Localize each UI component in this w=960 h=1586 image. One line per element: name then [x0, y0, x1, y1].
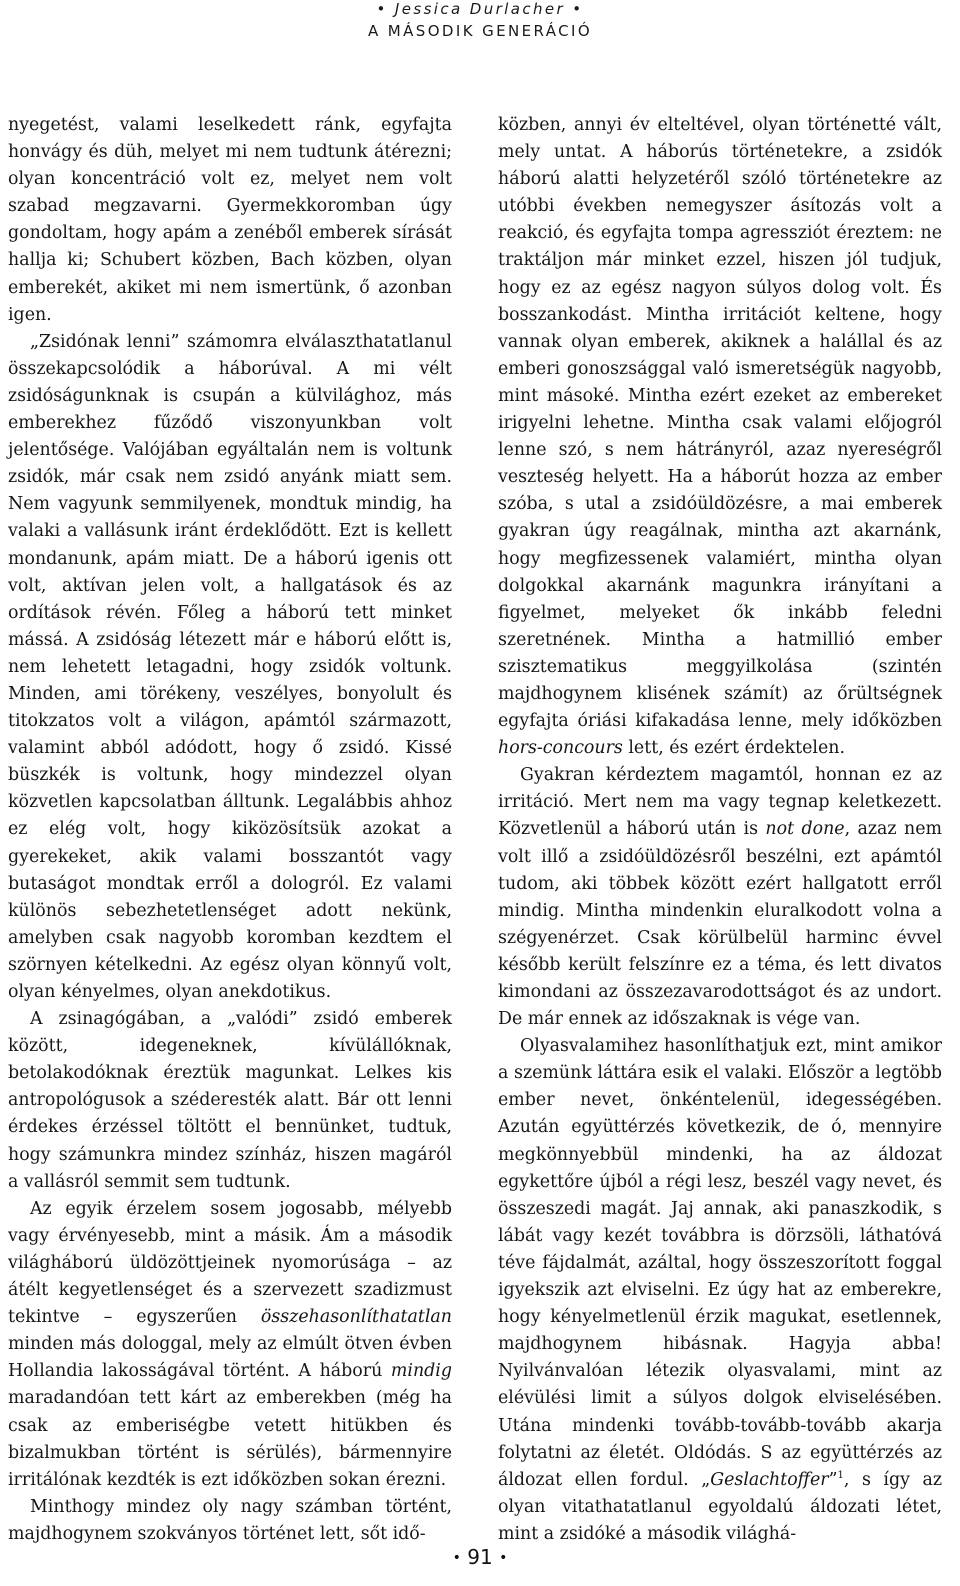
right-column	[498, 112, 942, 1548]
text-run: lett, és ezért érdektelen.	[622, 738, 846, 759]
bullet-icon: •	[499, 1550, 508, 1566]
text-run: Gyakran kérdeztem magamtól, honnan ez az irritáció. Mert nem ma vagy tegnap keletkezett. Közvetlenül a háború után is	[498, 765, 942, 840]
emphasis-text: összehasonlíthatatlan	[260, 1307, 452, 1328]
paragraph	[498, 112, 942, 762]
emphasis-text: hors-concours	[498, 738, 623, 759]
paragraph: nyegetést, valami leselkedett ránk, egyfajta honvágy és düh, melyet mi nem tudtunk átérezni; olyan koncentráció volt ez, melyet nem volt szabad megzavarni. Gyermekkoromban úgy gondoltam, hogy apám a zenéből emberek sírását hallja ki; Schubert közben, Bach közben, olyan emberekét, akiket mi nem ismertünk, ő azonban igen.	[8, 115, 452, 325]
bullet-icon: •	[452, 1550, 461, 1566]
text-run: minden más dologgal, mely az elmúlt ötven évben Hollandia lakosságával történt. A háború	[8, 1334, 452, 1382]
page-number: 91	[467, 1545, 493, 1569]
text-run: , azaz nem volt illő a zsidóüldözésről beszélni, ezt apámtól tudom, aki többek között ezért hallgatott erről mindig. Mintha mindenkin eluralkodott volna a szégyenérzet. Csak körülbelül harminc évvel később került felszínre ez a téma, és lett divatos kimondani az összezavarodottságot és az undort. De már ennek az időszaknak is vége van.	[498, 819, 942, 1030]
text-run: maradandóan tett kárt az emberekben (még ha csak az emberiségbe vetett hitükben és bizalmukban történt is sérülés), bármennyire irritálónak kezdték is ezt időközben sokan érezni.	[8, 1388, 452, 1490]
text-run: ”	[828, 1469, 838, 1490]
paragraph	[498, 1033, 942, 1548]
left-column	[8, 112, 452, 1548]
text-run: Az egyik érzelem sosem jogosabb, mélyebb vagy érvényesebb, mint a másik. Ám a második világháború üldözöttjeinek nyomorúsága – az átélt kegyetlenséget és a szervezett szadizmust tekintve – egyszerűen	[8, 1198, 452, 1328]
paragraph	[8, 1196, 452, 1494]
emphasis-text: not done	[765, 819, 845, 840]
header-subtitle: A MÁSODIK GENERÁCIÓ	[367, 22, 593, 40]
text-run: , s így az olyan vitathatatlanul egyoldalú áldozati létet, mint a zsidóké a második világhá-	[498, 1469, 942, 1544]
paragraph: A zsinagógában, a „valódi” zsidó emberek között, idegeneknek, kívülállóknak, betolakodóknak éreztük magunkat. Lelkes kis antropológusok a széderesték alatt. Bár ott lenni érdekes érzéssel töltött el bennünket, tudtuk, hogy számunkra mindez színház, hiszen magáról a vallásról semmit sem tudtunk.	[8, 1009, 452, 1192]
paragraph	[498, 762, 942, 1033]
footnote-marker: 1	[837, 1469, 844, 1481]
header-author: • Jessica Durlacher •	[376, 0, 584, 18]
text-run: közben, annyi év elteltével, olyan történetté vált, mely untat. A háborús történetekre, a zsidók háború alatti helyzetéről szóló történetekre az utóbbi években nemegyszer ásítozás volt a reakció, és egyfajta tompa agressziót éreztem: ne traktáljon már minket ezzel, hiszen jól tudjuk, hogy ez az egész nagyon súlyos dolog volt. És bosszankodást. Mintha irritációt keltene, hogy vannak olyan emberek, akiknek a halállal és az emberi gonoszsággal való ismeretségük nagyobb, mint másoké. Mintha ezért ezeket az embereket irigyelni lehetne. Mintha csak valami előjogról lenne szó, s nem hátrányról, azaz nyereségről veszteség helyett. Ha a háborút hozza az ember szóba, s utal a zsidóüldözésre, a mai emberek gyakran úgy reagálnak, mintha azt akarnánk, hogy megfizessenek valamiért, mintha olyan dolgokkal akarnánk magunkra irányítani a figyelmet, melyeket ők inkább feledni szeretnének. Mintha a hatmillió ember szisztematikus meggyilkolása (szintén majdhogynem klisének számít) az őrültségnek egyfajta óriási kifakadása lenne, mely időközben	[498, 115, 942, 732]
paragraph: „Zsidónak lenni” számomra elválaszthatatlanul összekapcsolódik a háborúval. A mi vélt zsidóságunknak is csupán a külvilághoz, más emberekhez fűződő viszonyunkban volt jelentősége. Valójában egyáltalán nem is voltunk zsidók, már csak nem zsidó anyánk miatt sem. Nem vagyunk semmilyenek, mondtuk mindig, ha valaki a vallásunk iránt érdeklődött. Ezt is kellett mondanunk, apám miatt. De a háború igenis ott volt, aktívan jelen volt, a hallgatások és az ordítások révén. Főleg a háború tett minket mássá. A zsidóság létezett már e háború előtt is, nem lehetett letagadni, hogy zsidók voltunk. Minden, ami törékeny, veszélyes, bonyolult és titokzatos volt a világon, apámtól származott, valamint abból adódott, hogy ő zsidó. Kissé büszkék is voltunk, hogy mindezzel olyan közvetlen kapcsolatban álltunk. Legalábbis ahhoz ez elég volt, hogy kiközösítsük azokat a gyerekeket, akik valami bosszantót vagy butaságot mondtak erről a dologról. Ez valami különös sebezhetetlenséget adott nekünk, amelyben csak nagyobb koromban kezdtem el szörnyen kételkedni. Az egész olyan könnyű volt, olyan kényelmes, olyan anekdotikus.	[8, 331, 452, 1002]
page-footer	[0, 1545, 960, 1569]
emphasis-text: mindig	[390, 1361, 452, 1382]
paragraph: Minthogy mindez oly nagy számban történt, majdhogynem szokványos történet lett, sőt idő-	[8, 1496, 452, 1544]
text-run: Olyasvalamihez hasonlíthatjuk ezt, mint amikor a szemünk láttára esik el valaki. Először a legtöbb ember nevet, önkéntelenül, idegességében. Azután együttérzés következik, de ó, mennyire megkönnyebbül mindenki, ha az áldozat egykettőre újból a régi lesz, beszél vagy nevet, és összeszedi magát. Jaj annak, aki panaszkodik, s lábát vagy kezét továbbra is dörzsöli, láthatóvá téve fájdalmát, azáltal, hogy összeszorított foggal igyekszik azt elviselni. Ez úgy hat az emberekre, hogy kényelmetlenül érzik magukat, esetlennek, majdhogynem hibásnak. Hagyja abba! Nyilvánvalóan létezik olyasvalami, mint az elévülési limit a súlyos dolgok elviselésében. Utána mindenki tovább-tovább-tovább akarja folytatni az életét. Oldódás. S az együttérzés az áldozat ellen fordul. „	[498, 1036, 942, 1490]
emphasis-text: Geslachtoffer	[710, 1469, 829, 1490]
